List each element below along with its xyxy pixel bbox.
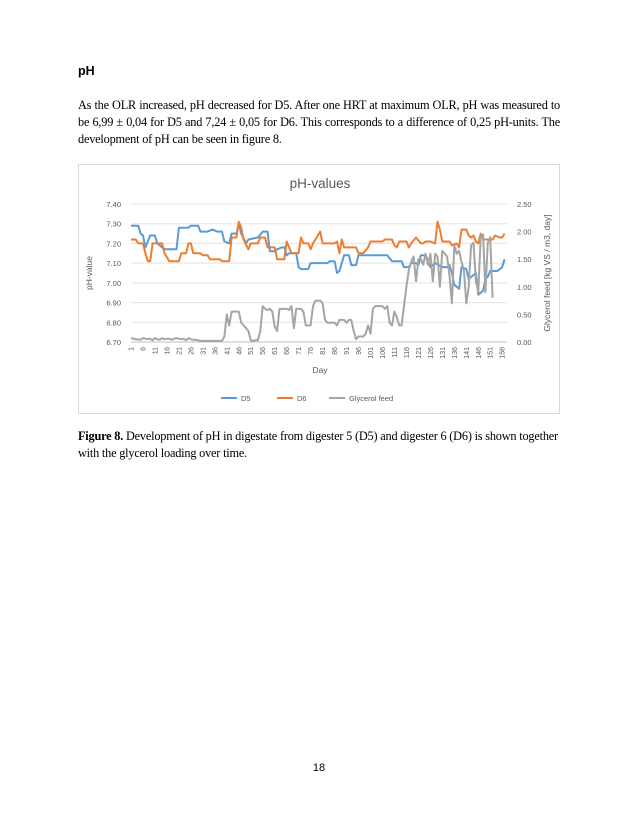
legend-label: D6: [297, 394, 307, 403]
x-tick-label: 131: [439, 347, 447, 359]
y2-tick-label: 2.50: [517, 200, 532, 209]
x-tick-label: 116: [403, 347, 411, 359]
chart-container: [78, 164, 560, 414]
y2-tick-label: 1.00: [517, 282, 532, 292]
gridlines: [131, 204, 507, 342]
y-tick-label: 7.40: [106, 200, 121, 209]
caption-label: Figure 8.: [78, 429, 124, 443]
x-tick-label: 56: [260, 347, 268, 355]
x-tick-label: 11: [152, 347, 160, 355]
x-tick-label: 81: [320, 347, 328, 355]
y2-tick-label: 0.50: [517, 310, 532, 320]
x-tick-label: 6: [140, 347, 148, 351]
x-tick-label: 126: [427, 347, 435, 359]
x-tick-label: 1: [128, 347, 136, 351]
y-tick-label: 7.30: [106, 219, 121, 229]
y-tick-label: 6.80: [106, 318, 121, 328]
x-tick-label: 96: [356, 347, 364, 355]
x-tick-label: 16: [164, 347, 172, 355]
y-axis-tick-labels: [106, 200, 121, 347]
x-tick-label: 21: [176, 347, 184, 355]
y-axis-label: pH-value: [84, 255, 94, 291]
y2-tick-label: 1.50: [517, 255, 532, 265]
caption-text: Development of pH in digestate from digester 5 (D5) and digester 6 (D6) is shown together with the glycerol loading over time.: [78, 429, 558, 460]
y2-axis-tick-labels: [517, 200, 532, 347]
x-tick-label: 86: [332, 347, 340, 355]
x-tick-label: 91: [344, 347, 352, 355]
x-tick-label: 121: [415, 347, 423, 359]
legend: [221, 394, 393, 403]
x-tick-label: 156: [499, 347, 507, 359]
body-paragraph: As the OLR increased, pH decreased for D5. After one HRT at maximum OLR, pH was measured to be 6,99 ± 0,04 for D5 and 7,24 ± 0,05 for D6. This corresponds to a difference of 0,25 pH-units. The development of pH can be seen in figure 8.: [78, 98, 560, 146]
x-tick-label: 36: [212, 347, 220, 355]
y-tick-label: 6.70: [106, 338, 121, 347]
x-tick-label: 51: [248, 347, 256, 355]
x-tick-label: 106: [379, 347, 387, 359]
section-heading: pH: [78, 64, 95, 78]
x-tick-label: 151: [487, 347, 495, 359]
x-tick-label: 26: [188, 347, 196, 355]
legend-label: D5: [241, 394, 251, 403]
x-tick-label: 101: [367, 347, 375, 359]
x-tick-label: 136: [451, 347, 459, 359]
y-tick-label: 7.00: [106, 278, 121, 288]
y-tick-label: 6.90: [106, 298, 121, 308]
y2-tick-label: 0.00: [517, 338, 532, 347]
figure-caption: [78, 428, 560, 462]
y2-tick-label: 2.00: [517, 227, 532, 237]
x-tick-label: 146: [475, 347, 483, 359]
series-line-glycerol-feed: [131, 234, 493, 341]
x-tick-label: 41: [224, 347, 232, 355]
page-number: 18: [312, 762, 326, 774]
x-tick-label: 76: [308, 347, 316, 355]
x-tick-label: 71: [296, 347, 304, 355]
x-axis-tick-labels: [129, 347, 507, 359]
x-tick-label: 31: [200, 347, 208, 355]
y-tick-label: 7.10: [106, 259, 121, 269]
x-tick-label: 66: [284, 347, 292, 355]
x-tick-label: 61: [272, 347, 280, 355]
chart-title: pH-values: [289, 176, 351, 191]
x-tick-label: 141: [463, 347, 471, 359]
y-tick-label: 7.20: [106, 239, 121, 249]
x-tick-label: 111: [391, 347, 399, 358]
y2-axis-label: Glycerol feed [kg VS / m3, day]: [542, 214, 552, 332]
x-axis-label: Day: [312, 365, 328, 375]
x-tick-label: 46: [236, 347, 244, 355]
series-lines: [131, 222, 505, 341]
ph-chart: [79, 165, 561, 415]
legend-label: Glycerol feed: [349, 394, 394, 403]
